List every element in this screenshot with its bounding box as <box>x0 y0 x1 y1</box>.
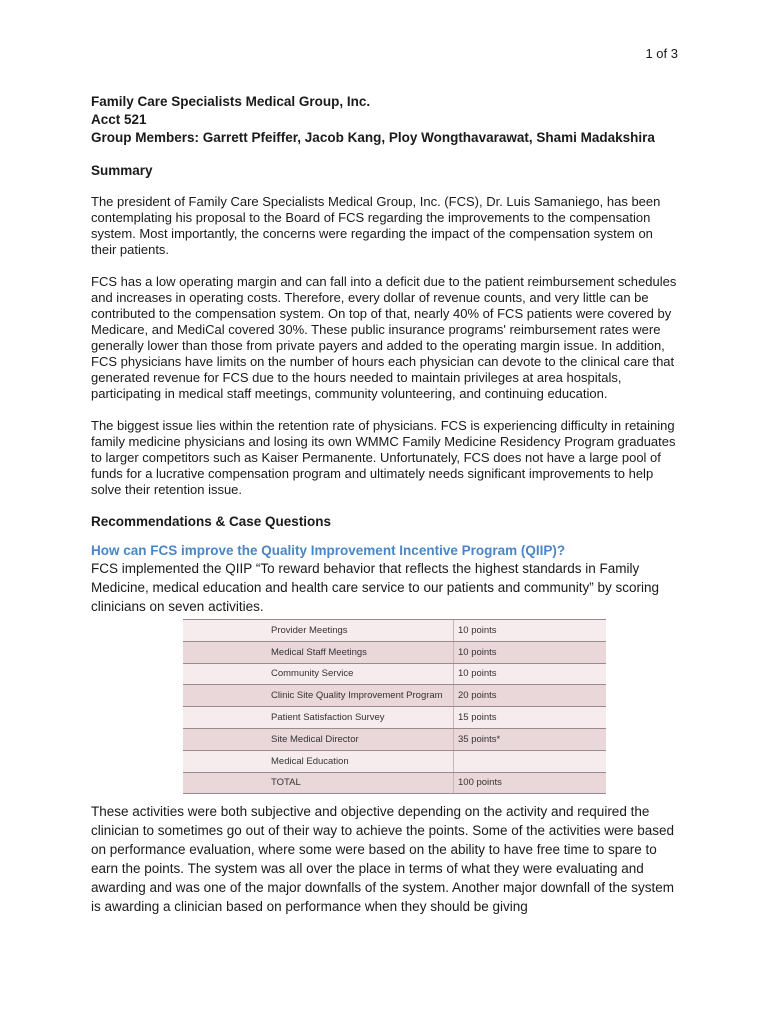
points-cell: 20 points <box>454 685 607 707</box>
summary-paragraph: The biggest issue lies within the retention rate of physicians. FCS is experiencing difficulty in retaining family medicine physicians and losing its own WMMC Family Medicine Residency Program graduates to larger competitors such as Kaiser Permanente. Unfortunately, FCS does not have a large pool of funds for a lucrative compensation program and ultimately needs significant improvements to help solve their retention issue. <box>91 418 676 497</box>
qiip-discussion: These activities were both subjective and objective depending on the activity and required the clinician to sometimes go out of their way to achieve the points. Some of the activities were based on performance evaluation, where some were based on the ability to have free time to spare to earn the points. The system was all over the place in terms of what they were evaluating and awarding and was one of the major downfalls of the system. Another major downfall of the system is awarding a clinician based on performance when they should be giving <box>91 804 675 915</box>
points-cell: 15 points <box>454 707 607 729</box>
qiip-intro: FCS implemented the QIIP “To reward behavior that reflects the highest standards in Family Medicine, medical education and health care service to our patients and community” by scoring clinicians on seven activities. <box>91 561 660 614</box>
points-cell <box>454 750 607 772</box>
document-body <box>91 93 681 916</box>
table-row <box>183 663 606 685</box>
course-code: Acct 521 <box>91 112 147 127</box>
activity-cell: Medical Staff Meetings <box>183 641 454 663</box>
points-cell: 10 points <box>454 663 607 685</box>
summary-paragraph: The president of Family Care Specialists Medical Group, Inc. (FCS), Dr. Luis Samaniego, has been contemplating his proposal to the Board of FCS regarding the improvements to the compensation system. Most importantly, the concerns were regarding the impact of the compensation system on their patients. <box>91 194 661 257</box>
activity-cell: Patient Satisfaction Survey <box>183 707 454 729</box>
table-row <box>183 772 606 794</box>
points-cell: 10 points <box>454 620 607 642</box>
points-cell: 10 points <box>454 641 607 663</box>
summary-paragraph: FCS has a low operating margin and can fall into a deficit due to the patient reimbursement schedules and increases in operating costs. Therefore, every dollar of revenue counts, and very little can be contributed to the compensation system. On top of that, nearly 40% of FCS patients were covered by Medicare, and MediCal covered 30%. These public insurance programs' reimbursement rates were generally lower than those from private payers and added to the operating margin issue. In addition, FCS physicians have limits on the number of hours each physician can devote to the clinical care that generated revenue for FCS due to the hours needed to maintain privileges at area hospitals, participating in medical staff meetings, community volunteering, and continuing education. <box>91 274 677 401</box>
table-row <box>183 750 606 772</box>
qiip-points-table <box>183 619 606 794</box>
table-row <box>183 728 606 750</box>
activity-cell: Site Medical Director <box>183 728 454 750</box>
table-row <box>183 707 606 729</box>
activity-cell: Medical Education <box>183 750 454 772</box>
points-cell: 100 points <box>454 772 607 794</box>
company-name: Family Care Specialists Medical Group, Inc. <box>91 94 371 109</box>
points-cell: 35 points* <box>454 728 607 750</box>
page-number: 1 of 3 <box>645 46 678 61</box>
table-row <box>183 685 606 707</box>
summary-heading: Summary <box>91 163 153 178</box>
activity-cell: Clinic Site Quality Improvement Program <box>183 685 454 707</box>
table-row <box>183 641 606 663</box>
activity-cell: Community Service <box>183 663 454 685</box>
qiip-question: How can FCS improve the Quality Improvement Incentive Program (QIIP)? <box>91 543 566 558</box>
activity-cell: Provider Meetings <box>183 620 454 642</box>
recommendations-heading: Recommendations & Case Questions <box>91 514 332 529</box>
table-row <box>183 620 606 642</box>
group-members: Group Members: Garrett Pfeiffer, Jacob Kang, Ploy Wongthavarawat, Shami Madakshira <box>91 130 655 145</box>
activity-cell: TOTAL <box>183 772 454 794</box>
